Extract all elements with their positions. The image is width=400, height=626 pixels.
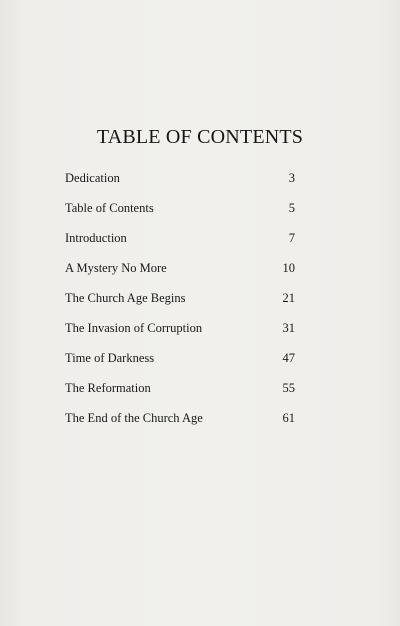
toc-entry-label: Introduction [65, 231, 127, 245]
toc-entry-dedication [65, 170, 295, 200]
toc-entry-label: A Mystery No More [65, 261, 167, 275]
toc-entry-introduction [65, 230, 295, 260]
toc-entry-page-number: 3 [288, 171, 295, 185]
toc-entry-page-number: 61 [282, 411, 295, 425]
toc-entry-page-number: 55 [282, 381, 295, 395]
toc-entry-a-mystery-no-more [65, 260, 295, 290]
toc-entry-page-number: 7 [288, 231, 295, 245]
toc-entry-page-number: 10 [282, 261, 295, 275]
toc-entry-label: The Church Age Begins [65, 291, 186, 305]
toc-entry-end-of-church-age [65, 410, 295, 440]
toc-entry-time-of-darkness [65, 350, 295, 380]
toc-entry-page-number: 21 [282, 291, 295, 305]
toc-entry-page-number: 31 [282, 321, 295, 335]
toc-entry-table-of-contents [65, 200, 295, 230]
toc-entry-label: Dedication [65, 171, 120, 185]
toc-entry-label: Time of Darkness [65, 351, 155, 365]
toc-entry-label: Table of Contents [65, 201, 154, 215]
toc-entry-page-number: 5 [288, 201, 295, 215]
toc-entry-the-reformation [65, 380, 295, 410]
toc-entry-label: The End of the Church Age [65, 411, 203, 425]
toc-entry-label: The Reformation [65, 381, 151, 395]
toc-entry-page-number: 47 [282, 351, 295, 365]
toc-entry-church-age-begins [65, 290, 295, 320]
table-of-contents [65, 170, 295, 440]
toc-entry-label: The Invasion of Corruption [65, 321, 203, 335]
toc-entry-invasion-of-corruption [65, 320, 295, 350]
page-title: TABLE OF CONTENTS [96, 126, 304, 148]
